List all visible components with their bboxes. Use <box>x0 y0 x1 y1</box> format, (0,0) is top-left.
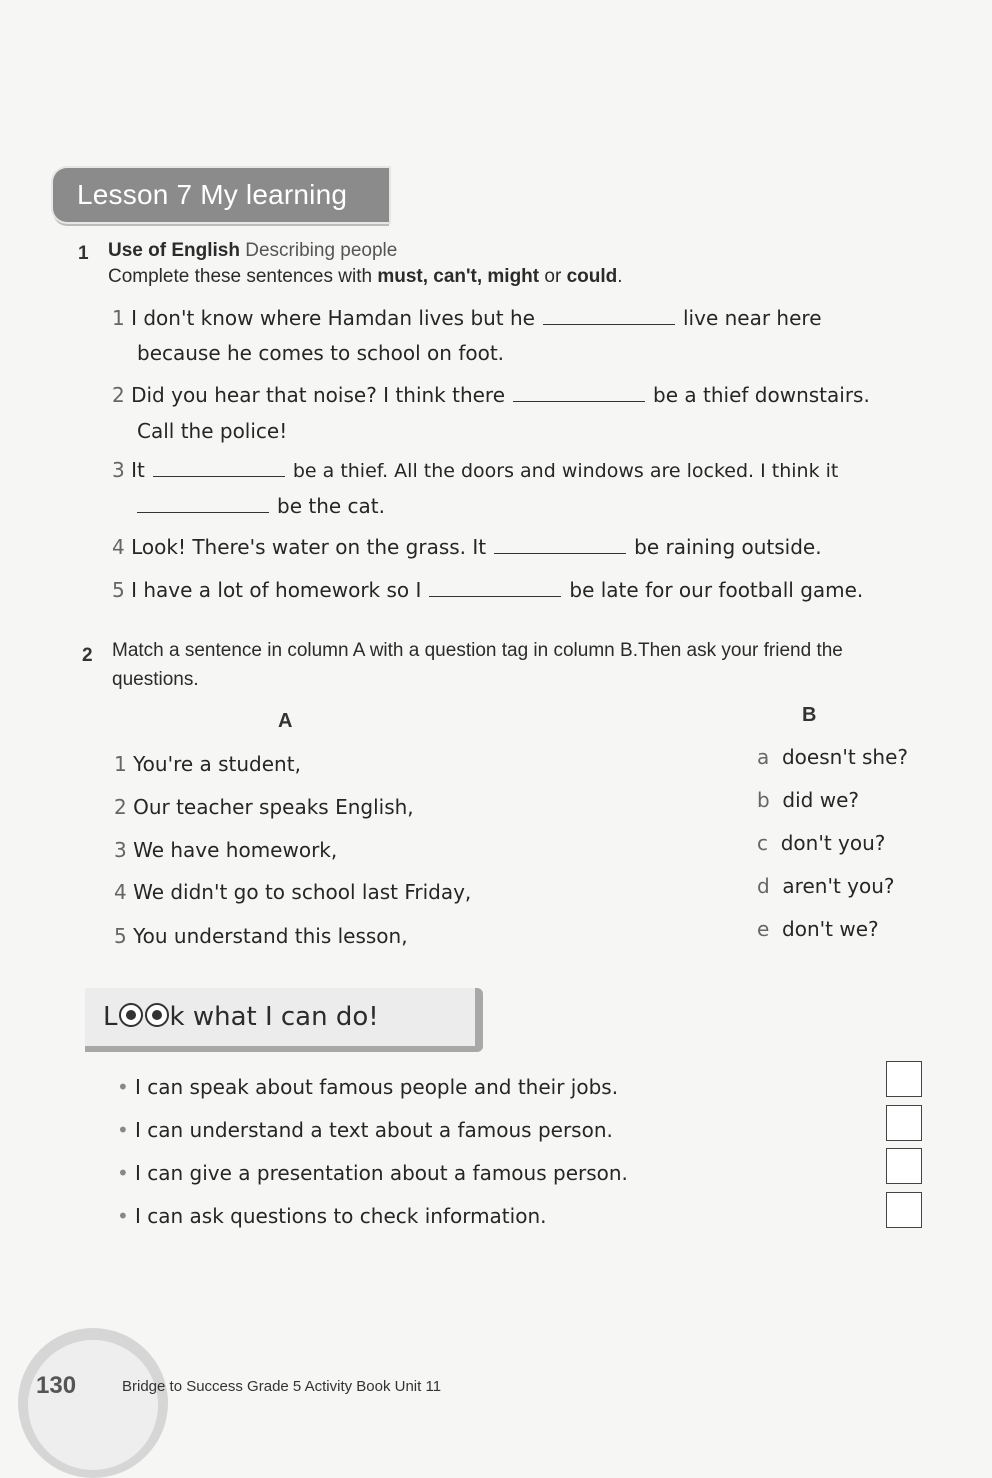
instruction-words: must, can't, might <box>377 266 540 287</box>
item-text-after: be late for our football game. <box>569 578 864 602</box>
column-a-item <box>114 924 408 948</box>
item-text: aren't you? <box>782 874 895 898</box>
item-letter: b <box>757 788 770 812</box>
instruction-last: could <box>566 266 618 287</box>
bullet-icon: • <box>117 1161 129 1185</box>
answer-blank[interactable] <box>513 383 645 402</box>
item-number: 1 <box>112 306 125 330</box>
lesson-title: Lesson 7 My learning <box>77 179 348 210</box>
can-do-text: I can understand a text about a famous person. <box>135 1118 613 1142</box>
item-number: 2 <box>112 383 125 407</box>
item-number: 3 <box>114 838 127 862</box>
exercise-1-title <box>108 240 397 262</box>
can-do-item <box>117 1075 618 1099</box>
look-title <box>103 1002 379 1032</box>
item-text-before: Did you hear that noise? I think there <box>131 383 506 407</box>
item-number: 1 <box>114 752 127 776</box>
item-text-after: live near here <box>683 306 822 330</box>
column-b-item <box>757 745 908 769</box>
item-text-line2: be the cat. <box>277 494 385 518</box>
checkbox[interactable] <box>886 1148 922 1184</box>
instruction-pre: Complete these sentences with <box>108 266 378 287</box>
item-text: doesn't she? <box>781 745 909 769</box>
bullet-icon: • <box>117 1075 129 1099</box>
can-do-item <box>117 1204 546 1228</box>
item-text: We have homework, <box>133 838 338 862</box>
page-number-badge-inner <box>28 1340 158 1470</box>
exercise-2-instruction: Match a sentence in column A with a question tag in column B.Then ask your friend the questions. <box>112 640 843 690</box>
item-number: 4 <box>114 880 127 904</box>
item-number: 2 <box>114 795 127 819</box>
ex1-item-4 <box>112 535 822 559</box>
page-number: 130 <box>36 1372 77 1399</box>
lesson-banner <box>53 168 389 222</box>
ex1-item-2-line2: Call the police! <box>137 419 288 443</box>
item-text-after: be a thief downstairs. <box>653 383 870 407</box>
column-a-item <box>114 838 337 862</box>
item-number: 5 <box>114 924 127 948</box>
answer-blank[interactable] <box>153 458 285 477</box>
column-b-item <box>757 788 859 812</box>
item-text: don't we? <box>782 917 879 941</box>
item-text-after: be raining outside. <box>634 535 822 559</box>
column-a-item <box>114 752 301 776</box>
ex1-item-3 <box>112 458 838 482</box>
bullet-icon: • <box>117 1204 129 1228</box>
item-text-before: I don't know where Hamdan lives but he <box>131 306 535 330</box>
item-text: Our teacher speaks English, <box>133 795 414 819</box>
instruction-end: . <box>617 266 623 287</box>
ex1-item-1-line2: because he comes to school on foot. <box>137 341 505 365</box>
item-letter: d <box>757 874 770 898</box>
checkbox[interactable] <box>886 1061 922 1097</box>
bullet-icon: • <box>117 1118 129 1142</box>
item-text: You understand this lesson, <box>133 924 408 948</box>
footer-text: Bridge to Success Grade 5 Activity Book Unit 11 <box>122 1378 442 1395</box>
checkbox[interactable] <box>886 1192 922 1228</box>
item-letter: c <box>757 831 768 855</box>
can-do-item <box>117 1161 628 1185</box>
column-a-header: A <box>278 710 293 732</box>
item-text: You're a student, <box>133 752 301 776</box>
answer-blank[interactable] <box>137 494 269 513</box>
item-text: We didn't go to school last Friday, <box>133 880 472 904</box>
item-letter: a <box>757 745 770 769</box>
item-text-before: Look! There's water on the grass. It <box>131 535 487 559</box>
item-letter: e <box>757 917 770 941</box>
look-banner <box>85 988 483 1052</box>
ex1-item-1 <box>112 306 822 330</box>
column-b-item <box>757 917 879 941</box>
column-b-item <box>757 831 885 855</box>
can-do-item <box>117 1118 613 1142</box>
column-a-item <box>114 795 414 819</box>
eye-icon <box>145 1003 169 1027</box>
item-text-before: I have a lot of homework so I <box>131 578 422 602</box>
look-title-l: L <box>103 1002 118 1032</box>
can-do-text: I can give a presentation about a famous person. <box>135 1161 628 1185</box>
can-do-text: I can speak about famous people and their jobs. <box>135 1075 619 1099</box>
look-title-rest: k what I can do! <box>169 1002 379 1032</box>
exercise-1-number: 1 <box>78 243 89 264</box>
exercise-1-title-bold: Use of English <box>108 240 240 261</box>
column-b-header: B <box>802 704 817 726</box>
item-text-after: be a thief. All the doors and windows are locked. I think it <box>292 460 839 482</box>
answer-blank[interactable] <box>494 535 626 554</box>
exercise-1-title-sub: Describing people <box>245 240 398 261</box>
column-a-item <box>114 880 471 904</box>
ex1-item-2 <box>112 383 870 407</box>
instruction-or: or <box>539 266 567 287</box>
answer-blank[interactable] <box>543 306 675 325</box>
ex1-item-3-line2 <box>137 494 385 518</box>
checkbox[interactable] <box>886 1105 922 1141</box>
item-number: 5 <box>112 578 125 602</box>
item-text: did we? <box>782 788 860 812</box>
item-number: 3 <box>112 458 125 482</box>
can-do-text: I can ask questions to check information. <box>135 1204 547 1228</box>
item-text: don't you? <box>780 831 886 855</box>
item-text-before: It <box>131 458 145 482</box>
eye-icon <box>119 1003 143 1027</box>
exercise-2-number: 2 <box>82 645 93 666</box>
exercise-1-instruction <box>108 266 623 288</box>
ex1-item-5 <box>112 578 863 602</box>
answer-blank[interactable] <box>429 578 561 597</box>
column-b-item <box>757 874 895 898</box>
item-number: 4 <box>112 535 125 559</box>
